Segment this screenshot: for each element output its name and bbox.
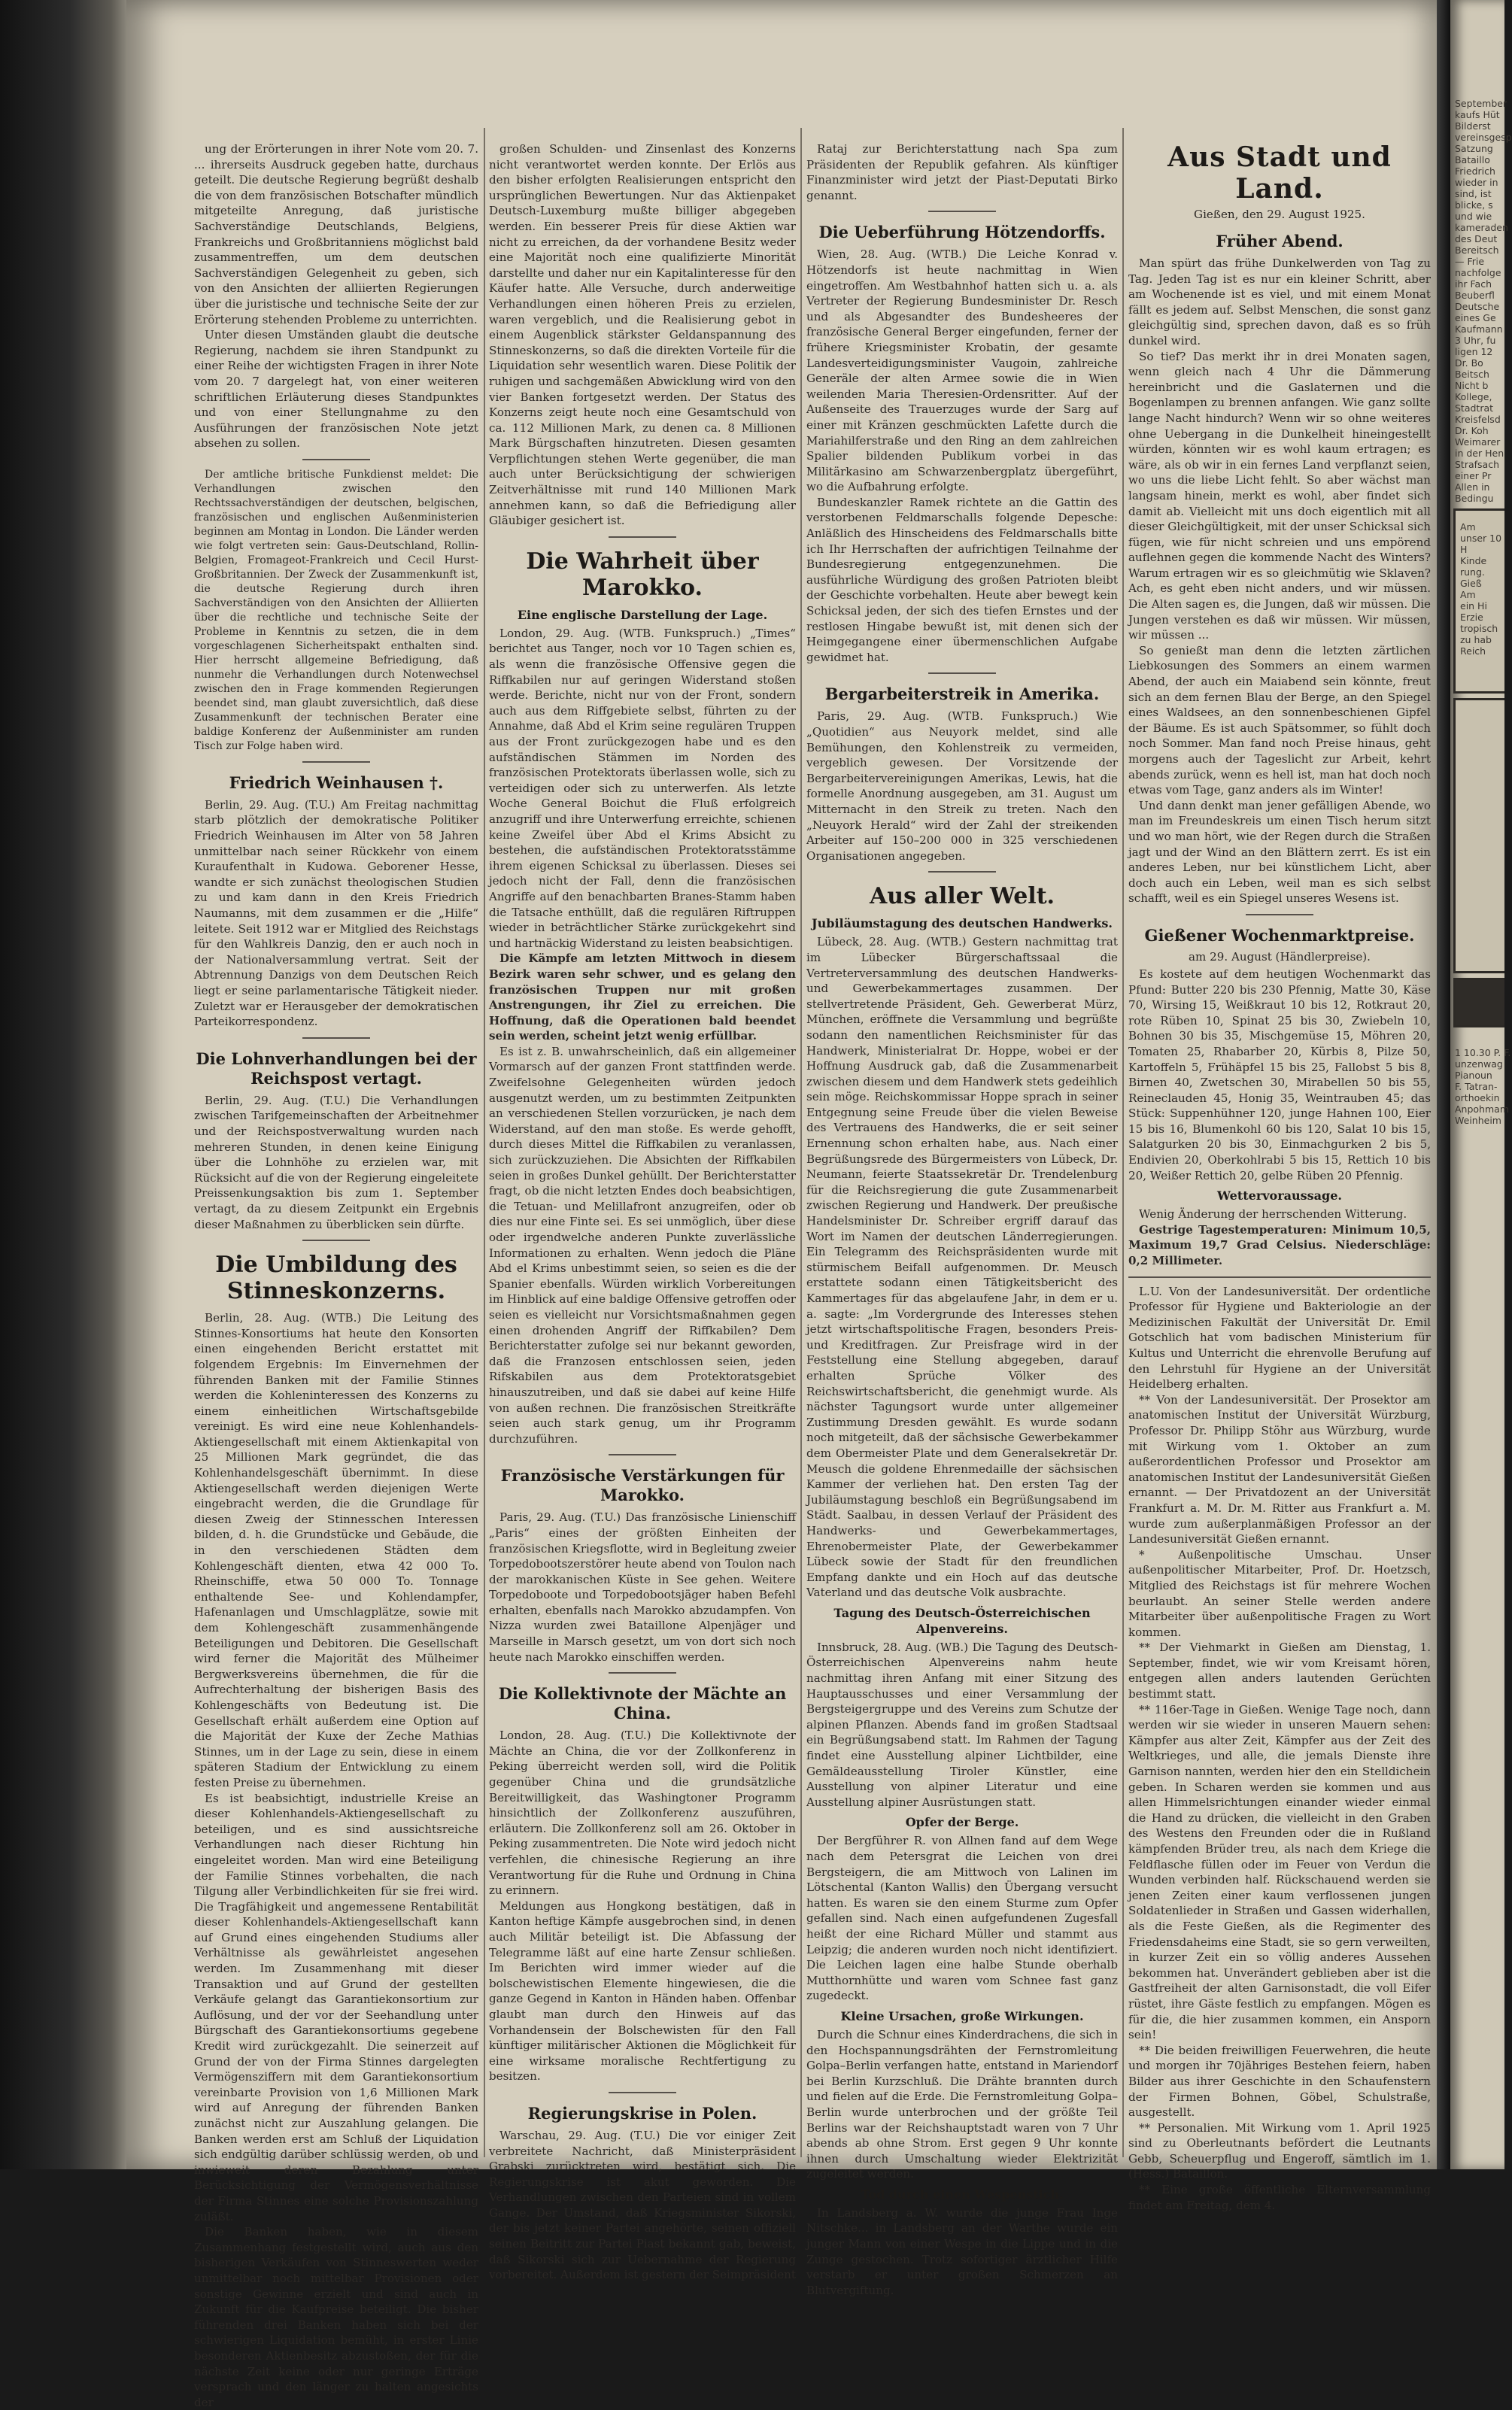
adjacent-page-line: Bataillo [1455,154,1490,165]
column-rule [1122,128,1124,2157]
article-paragraph: London, 29. Aug. (WTB. Funkspruch.) „Times“ berichtet aus Tanger, noch vor 10 Tagen schien es, als wenn die französische Offensive gegen die Riffkabilen nur auf geringen Widerstand stoßen werde. Berichte, nicht nur von der Front, sondern auch aus dem Riffgebiete selbst, führten zu der Annahme, daß Abd el Krim seine regulären Truppen aus der Front zurückgezogen habe und es den aufständischen Stämmen im Norden des französischen Protektorats überlassen wolle, sich zu verteidigen oder sich zu unterwerfen. Als letzte Woche General Boichut die Fluß erfolgreich anzugriff und ihre Unterwerfung erreichte, schienen keine Zweifel über Abd el Krims Absicht zu bestehen, die aufständischen Protektoratsstämme ihrem eigenen Schicksal zu überlassen. Dieses sei jedoch nicht der Fall, denn die französischen Angriffe auf den benachbarten Branes-Stamm haben die Tatsache enthüllt, daß die regulären Riftruppen wieder in beträchtlicher Stärke zurückgekehrt sind und hartnäckig Widerstand zu leisten beabsichtigen. [489,626,796,950]
article-paragraph: ** Von der Landesuniversität. Der Prosektor am anatomischen Institut der Universität Würzburg, Professor Dr. Philipp Stöhr aus Würzburg, wurde mit Wirkung vom 1. Oktober an zum außerordentlichen Professor und Prosektor am anatomischen Institut der Landesuniversität Gießen ernannt. — Der Privatdozent an der Universität Frankfurt a. M. Dr. M. Ritter aus Frankfurt a. M. wurde zum außerplanmäßigen Professor an der Landesuniversität Gießen ernannt. [1128,1392,1431,1546]
adjacent-page-line: Pianoun [1455,1070,1492,1081]
adjacent-page-line: orthoekin [1455,1092,1500,1103]
column-4 [1128,141,1431,2212]
separator [609,1672,676,1674]
article-paragraph: Wenig Änderung der herrschenden Witterung. [1139,1207,1407,1222]
separator [302,761,370,763]
article-paragraph: ** Eine große öffentliche Elternversammlung findet am Freitag, dem 4. [1128,2183,1431,2212]
subheadline-wespenstich: Tod durch einen Wespenstich. [861,2187,1064,2202]
adjacent-page-line: Beitsch [1455,369,1489,380]
separator [302,1240,370,1241]
adjacent-page-edge [1450,0,1512,2169]
article-paragraph: Die Banken haben, wie in diesem Zusammenhang festgestellt wird, auch aus den bisherigen Verkäufen von Stinneswerten weder unmittelbar noch mittelbar Provisionen oder sonstige Gewinne erzielt und sind auch in Zukunft für die Kaufpreise beteiligt. Die bisher führenden drei Banken haben sich bei der schwierigen Liquidation bemüht, in erster Linie besonderen Aktienbesitz abzustoßen, der für die nächste Zeit keine oder nur geringe Erträge versprach und den länger zu halten angesichts der [194,2225,478,2409]
article-paragraph: * Außenpolitische Umschau. Unser außenpolitischer Mitarbeiter, Prof. Dr. Hoetzsch, Mitglied des Reichstags ist für mehrere Wochen beurlaubt. An seiner Stelle werden andere Mitarbeiter über außenpolitische Fragen zu Wort kommen. [1128,1547,1431,1639]
adjacent-page-line: Am [1460,521,1476,533]
adjacent-page-line: ihr Fach [1455,278,1492,290]
adjacent-page-line: 3 Uhr, fu [1455,335,1496,346]
article-paragraph: L.U. Von der Landesuniversität. Der ordentliche Professor für Hygiene und Bakteriologie an der Medizinischen Fakultät der Universität Dr. Emil Gotschlich hat vom badischen Ministerium für Kultus und Unterricht die ehrenvolle Berufung auf den Lehrstuhl für Hygiene an der Universität Heidelberg erhalten. [1128,1284,1431,1392]
article-paragraph: ** Die beiden freiwilligen Feuerwehren, die heute und morgen ihr 70jähriges Bestehen feiern, haben Bilder aus ihrer Geschichte in den Schaufenstern der Firmen Bohnen, Göbel, Schulstraße, ausgestellt. [1128,2043,1431,2120]
adjacent-page-line: sind, ist [1455,188,1492,199]
column-rule [800,128,802,2157]
separator [302,1037,370,1039]
article-paragraph: Durch die Schnur eines Kinderdrachens, die sich in den Hochspannungsdrähten der Fernstromleitung Golpa–Berlin verfangen hatte, entstand in Mariendorf bei Berlin Kurzschluß. Die Drähte brannten durch und fielen auf die Erde. Die Fernstromleitung Golpa–Berlin wurde unterbrochen und der größte Teil Berlins war der Reichshauptstadt waren von 7 Uhr abends ab ohne Strom. Erst gegen 9 Uhr konnte ihnen durch Umschaltung wieder Elektrizität zugeleitet werden. [806,2027,1118,2181]
headline-lohnverhandlungen: Die Lohnverhandlungen bei der Reichspost vertagt. [196,1049,477,1088]
headline-weinhausen: Friedrich Weinhausen †. [229,772,444,792]
article-paragraph: Es ist beabsichtigt, industrielle Kreise an dieser Kohlenhandels-Aktiengesellschaft zu beteiligen, und es sind aussichtsreiche Verhandlungen nach dieser Richtung hin eingeleitet worden. Man wird eine Beteiligung der Familie Stinnes vorbehalten, die nach Tilgung aller Verbindlichkeiten für sie frei wird. Die Tragfähigkeit und angemessene Rentabilität dieser Kohlenhandels-Aktiengesellschaft kann auf Grund eines eingehenden Studiums aller Verhältnisse als gewährleistet angesehen werden. Im Zusammenhang mit dieser Transaktion und auf Grund der gestellten Verkäufe gelangt das Garantiekonsortium zur Auflösung, und der vor der Seehandlung unter Bürgschaft des Garantiekonsortiums gegebene Kredit wird zurückgezahlt. Die seinerzeit auf Grund der von der Firma Stinnes dargelegten Vermögensziffern mit dem Garantiekonsortium vereinbarte Provision von 1,6 Millionen Mark wird auf Anregung der führenden Banken zunächst nicht zur Auszahlung gelangen. Die Banken werden erst am Schluß der Liquidation sich endgültig darüber schlüssig werden, ob und inwieweit deren Bezahlung unter Berücksichtigung der Vermögensverhältnisse der Firma Stinnes eine solche Provisionszahlung zuläßt. [194,1791,478,2223]
adjacent-page-line: September [1455,98,1507,109]
adjacent-page-line: in der Hen [1455,448,1504,459]
headline-wochenmarktpreise: Gießener Wochenmarktpreise. [1144,925,1415,945]
article-paragraph: Es kostete auf dem heutigen Wochenmarkt das Pfund: Butter 220 bis 230 Pfennig, Matte 30, Käse 70, Wirsing 15, Weißkraut 10 bis 12, Rotkraut 20, rote Rüben 10, Spinat 25 bis 30, Zwiebeln 10, Bohnen 30 bis 35, Mischgemüse 15, Möhren 20, Tomaten 25, Rhabarber 20, Kürbis 8, Pilze 50, Kartoffeln 5, Frühäpfel 15 bis 25, Fallobst 5 bis 8, Birnen 40, Zwetschen 30, Mirabellen 50 bis 55, Reineclauden 45, Honig 35, Weintrauben 45; das Stück: Suppenhühner 120, junge Hahnen 100, Eier 15 bis 16, Blumenkohl 60 bis 120, Salat 10 bis 15, Salatgurken 20 bis 30, Einmachgurken 2 bis 5, Endivien 20, Oberkohlrabi 5 bis 15, Rettich 10 bis 20, Weißer Rettich 20, gelbe Rüben 20 Pfennig. [1128,967,1431,1182]
headline-frueher-abend: Früher Abend. [1216,232,1343,250]
adjacent-page-line: und wie [1455,211,1492,222]
adjacent-page-line: kameraden [1455,222,1508,233]
column-1 [194,141,478,2409]
article-paragraph: Warschau, 29. Aug. (T.U.) Die vor einiger Zeit verbreitete Nachricht, daß Ministerpräsident Grabski zurücktreten wird, bestätigt sich. Die Regierungskrise ist akut geworden. Die Verhandlungen zwischen den Parteien sind in vollem Gange. Der Umstand, daß Kriegsminister Sikorski, der bis jetzt keiner Partei angehörte, seinen offiziell seinen Beitritt zur Partei Piast bekannt gab, beweist, daß Sikorski sich zur Uebernahme der Regierung vorbereitet. Außerdem ist gestern der Seimpräsident [489,2128,796,2282]
adjacent-page-line: wieder in [1455,177,1498,188]
article-paragraph: Paris, 29. Aug. (T.U.) Das französische Linienschiff „Paris“ eines der größten Einheiten der französischen Kriegsflotte, wird in Begleitung zweier Torpedobootszerstörer heute abend von Toulon nach der marokkanischen Küste in See gehen. Weitere Torpedoboote und Torpedobootsjäger haben Befehl erhalten, ebenfalls nach Marokko abzudampfen. Von Nizza wurden zwei Bataillone Alpenjäger und Marseille in Marsch gesetzt, um von dort sich noch heute nach Marokko einschiffen werden. [489,1510,796,1664]
adjacent-page-line: des Deut [1455,233,1498,244]
subheadline-opfer-der-berge: Opfer der Berge. [905,1815,1019,1830]
page-gutter [1437,0,1450,2169]
adjacent-page-advertisement [1453,508,1504,694]
adjacent-page-line: Kinde [1460,555,1487,566]
headline-wettervoraussage: Wettervoraussage. [1217,1188,1342,1203]
adjacent-page-line: Bedingu [1455,493,1494,504]
headline-kollektivnote: Die Kollektivnote der Mächte an China. [498,1684,787,1723]
adjacent-page-line: Erzie [1460,612,1483,623]
article-paragraph: Paris, 29. Aug. (WTB. Funkspruch.) Wie „Quotidien“ aus Neuyork meldet, sind alle Bemühungen, den Kohlenstreik zu vermeiden, vergeblich gewesen. Der Vorsitzende der Bergarbeitervereinigungen Amerikas, Lewis, hat die formelle Anordnung ausgegeben, am 31. August um Mitternacht in den Streik zu treten. Nach den „Neuyork Herald“ wird der Zahl der streikenden Arbeiter auf 150–200 000 in 325 verschiedenen Organisationen angegeben. [806,709,1118,863]
subheadline-alpenverein: Tagung des Deutsch-Österreichischen Alpenvereins. [833,1605,1091,1636]
adjacent-page-line: unser 10 [1460,533,1502,544]
separator [928,211,996,212]
article-paragraph: Gestrige Tagestemperaturen: Minimum 10,5, Maximum 19,7 Grad Celsius. Niederschläge: 0,2 Millimeter. [1128,1222,1431,1268]
headline-stinneskonzern: Die Umbildung des Stinneskonzerns. [215,1252,457,1305]
article-paragraph: Meldungen aus Hongkong bestätigen, daß in Kanton heftige Kämpfe ausgebrochen sind, in denen auch Militär beteiligt ist. Die Abfassung der Telegramme läßt auf eine harte Zensur schließen. Im Berichten wird immer wieder auf die bolschewistischen Elemente hingewiesen, die die ganze Gegend in Kanton in Händen haben. Offenbar glaubt man durch den Hinweis auf das Vorhandensein der Bolschewisten für den Fall künftiger militärischer Aktionen die Möglichkeit für eine wirksame moralische Rechtfertigung zu besitzen. [489,1899,796,2084]
adjacent-page-line: Gieß [1460,578,1482,589]
headline-verstaerkungen: Französische Verstärkungen für Marokko. [500,1466,785,1505]
adjacent-page-line: Anpohmam [1455,1103,1509,1115]
adjacent-page-line: kaufs Hüt [1455,109,1500,120]
separator [1128,1276,1431,1278]
article-paragraph: ** Der Viehmarkt in Gießen am Dienstag, 1. September, findet, wie wir vom Kreisamt hören, entgegen allen anders lautenden Gerüchten bestimmt statt. [1128,1641,1431,1701]
adjacent-page-line: ein Hi [1460,600,1487,612]
subheadline-handwerk: Jubiläumstagung des deutschen Handwerks. [812,916,1113,931]
adjacent-page-text [1450,0,1512,504]
headline-aus-aller-welt: Aus aller Welt. [869,883,1055,910]
dateline: Gießen, den 29. August 1925. [1194,208,1365,221]
adjacent-page-line: eines Ge [1455,312,1496,323]
adjacent-page-line: Weinheim [1455,1115,1501,1126]
adjacent-page-line: Satzung [1455,143,1493,154]
adjacent-page-advertisement [1453,978,1504,1027]
article-paragraph: Man spürt das frühe Dunkelwerden von Tag zu Tag. Jeden Tag ist es nur ein kleiner Schritt, aber am Wochenende ist es viel, und mit einem Monat fällt es jedem auf. Selbst Menschen, die sonst ganz gleichgültig sind, sprechen davon, daß es so früh dunkel wird. [1128,256,1431,348]
adjacent-page-line: Strafsach [1455,459,1500,470]
adjacent-page-text [1450,1032,1511,1126]
article-paragraph: In Landsberg a. W. wurde die junge Frau Inge Nitschke... in Landsberg an der Warthe wurde ein junger Mann von einer Wespe in die Lippe und in die Zunge gestochen. Trotz sofortiger ärztlicher Hilfe verstarb er unter großen Schmerzen an Blutvergiftung. [806,2205,1118,2297]
adjacent-page-line: einer Pr [1455,470,1492,481]
adjacent-page-line: F. Tatran- [1455,1081,1498,1092]
separator [609,2092,676,2093]
adjacent-page-line: tropisch [1460,623,1498,634]
adjacent-page-line: Allen in [1455,481,1490,493]
headline-bergarbeiterstreik: Bergarbeiterstreik in Amerika. [824,684,1100,704]
column-3 [806,141,1118,2297]
article-paragraph: Der amtliche britische Funkdienst meldet: Die Verhandlungen zwischen den Rechtssachverständigen der deutschen, belgischen, französischen und englischen Außenministerien beginnen am Montag in London. Die Länder werden wie folgt vertreten sein: Gaus-Deutschland, Rollin-Belgien, Fromageot-Frankreich und Cecil Hurst-Großbritannien. Der Zweck der Zusammenkunft ist, die deutsche Regierung durch ihren Sachverständigen von den Ansichten der Alliierten über die rechtliche und technische Seite der Probleme in Kenntnis zu setzen, die in dem vorgeschlagenen Sicherheitspakt enthalten sind. Hier herrscht allgemeine Befriedigung, daß nunmehr die Verhandlungen durch Notenwechsel zwischen den in Frage kommenden Regierungen beendet sind, man glaubt zuversichtlich, daß diese Zusammenkunft der technischen Berater eine baldige Konferenz der Außenminister am runden Tisch zur Folge haben wird. [194,468,478,752]
article-paragraph: Rataj zur Berichterstattung nach Spa zum Präsidenten der Republik gefahren. Als künftiger Finanzminister wird jetzt der Piast-Deputati Birko genannt. [806,142,1118,202]
adjacent-page-line: unzenwag [1455,1058,1503,1070]
column-rule [484,128,485,2157]
adjacent-page-line: Kreisfelsd [1455,414,1501,425]
adjacent-page-line: 1 10.30 P. F. [1455,1047,1511,1058]
article-paragraph: Innsbruck, 28. Aug. (WB.) Die Tagung des Deutsch-Österreichischen Alpenvereins nahm heute nachmittag ihren Anfang mit einer Sitzung des Hauptausschusses und einer Versammlung der Bergsteigergruppe und des Vereins zum Schutze der alpinen Pflanzen. Abends fand im großen Stadtsaal ein Begrüßungsabend statt. Im Rahmen der Tagung findet eine Ausstellung alpiner Lichtbilder, eine Gemäldeausstellung Tiroler Künstler, eine Ausstellung von alpiner Literatur und eine Ausstellung alpiner Ausrüstungen statt. [806,1640,1118,1809]
headline-hoetzendorff: Die Ueberführung Hötzendorffs. [818,223,1106,242]
adjacent-page-line: ligen 12 [1455,346,1493,357]
adjacent-page-line: Bereitsch [1455,244,1499,256]
article-paragraph: ung der Erörterungen in ihrer Note vom 20. 7. ... ihrerseits Ausdruck gegeben hatte, durchaus geteilt. Die deutsche Regierung begrüßt deshalb die von dem französischen Botschafter mündlich mitgeteilte Anregung, daß juristische Sachverständige Deutschlands, Belgiens, Frankreichs und Großbritanniens möglichst bald zusammentreffen, um dem deutschen Sachverständigen Gelegenheit zu geben, sich von den Ansichten der alliierten Regierungen über die juristische und technische Seite der zur Erörterung stehenden Probleme zu unterrichten. [194,142,478,326]
book-binding [0,0,126,2169]
adjacent-page-line: Friedrich [1455,165,1495,177]
adjacent-page-line: Kollege, [1455,391,1492,402]
article-paragraph: Berlin, 29. Aug. (T.U.) Die Verhandlungen zwischen Tarifgemeinschaften der Arbeitnehmer und der Reichspostverwaltung wurden nach mehreren Stunden, in denen keine Einigung über die Lohnhöhe zu erzielen war, mit Rücksicht auf die von der Regierung eingeleitete Preissenkungsaktion bis zum 1. September vertagt, da zu diesem Zeitpunkt ein Ergebnis dieser Maßnahmen zu überblicken sein dürfte. [194,1093,478,1231]
article-paragraph: London, 28. Aug. (T.U.) Die Kollektivnote der Mächte an China, die vor der Zollkonferenz in Peking überreicht werden soll, wird die Politik gegenüber China und die grundsätzliche Bereitwilligkeit, das Washingtoner Programm hinsichtlich der Zollkonferenz auszuführen, erläutern. Die Zollkonferenz soll am 26. Oktober in Peking zusammentreten. Die Note wird jedoch nicht verfehlen, die chinesische Regierung an ihre Verantwortung für die Ruhe und Ordnung in China zu erinnern. [489,1729,796,1898]
subheadline-kleine-ursachen: Kleine Ursachen, große Wirkungen. [840,2008,1084,2023]
article-paragraph: ** 116er-Tage in Gießen. Wenige Tage noch, dann werden wir sie wieder in unseren Mauern sehen: Kämpfer aus alter Zeit, Kämpfer aus der Zeit des Weltkrieges, und alle, die jemals Dienste ihre Garnison nannten, werden hier den ein Stelldichein geben. In Scharen werden sie kommen und aus allen Himmelsrichtungen einander wieder einmal die Hand zu drücken, die vielleicht in den Graben des Westens den Freunden oder die in Rußland kämpfenden Brüder treu, als nach dem Kriege die Feldflasche füllen oder im Feuer von Verdun die Wunden verbinden half. Rückschauend werden sie jenen Zeiten einer kaum verflossenen jungen Soldatenlieder in Straßen und Gassen widerhallen, als die Feste Gießen, als die Regimenter des Friedensdaheims eine Stadt, sie so gern verweilten, in kurzer Zeit ein so völlig anderes Aussehen bekommen hat. Unverändert geblieben aber ist die Gastfreiheit der alten Garnisonstadt, die voll Eifer rüstet, ihre Gäste festlich zu empfangen. Mögen es für die, die hier zusammen kommen, ein Ansporn sein! [1128,1702,1431,2042]
headline-marokko: Die Wahrheit über Marokko. [526,548,759,601]
separator [609,536,676,538]
adjacent-page-line: Reich [1460,645,1486,657]
adjacent-page-line: H [1460,544,1468,555]
article-paragraph: Lübeck, 28. Aug. (WTB.) Gestern nachmittag trat im Lübecker Bürgerschaftssaal die Vertreterversammlung des deutschen Handwerks- und Gewerbekammertages zusammen. Der stellvertretende Präsident, Geh. Gewerberat Mürz, München, eröffnete die Versammlung und begrüßte sodann den namentlichen Reichsminister für das Handwerk, Ministerialrat Dr. Hoppe, wobei er der Hoffnung Ausdruck gab, daß die Zusammenarbeit zwischen diesem und dem Handwerk stets gedeihlich sein möge. Reichskommissar Hoppe sprach in seiner Entgegnung seine Freude über die vielen Beweise des Vertrauens des Handwerks, die er seit seiner Ernennung schon erhalten habe, aus. Nach einer Begrüßungsrede des Bürgermeisters von Lübeck, Dr. Neumann, feierte Staatssekretär Dr. Trendelenburg für die Reichsregierung die gute Zusammenarbeit zwischen Regierung und Handwerk. Der preußische Handelsminister Dr. Schreiber ergriff darauf das Wort im Namen der deutschen Länderregierungen. Ein Telegramm des Reichspräsidenten wurde mit stürmischem Beifall aufgenommen. Dr. Meusch erstattete sodann einen Tätigkeitsbericht des Kammertages für das abgelaufene Jahr, in dem er u. a. sagte: „Im Vordergrunde des Interesses stehen jetzt wirtschaftspolitische Fragen, besonders Preis- und Kreditfragen. Zur Preisfrage wird in der Feststellung eine Stellung abgegeben, darauf erhalten Sprüche Völker des Reichswirtschaftsbericht, die genehmigt wurde. Als nächster Tagungsort wurde unter allgemeiner Zustimmung Dresden gewählt. Es wurde sodann noch mitgeteilt, daß der sächsische Gewerbekammer dem Obermeister Plate und dem Generalsekretär Dr. Meusch die goldene Ehrenmedaille der sächsischen Kammer der verliehen hat. Den ersten Tag der Jubiläumstagung beschloß ein Begrüßungsabend im Städt. Saalbau, in dessen Verlauf der Präsident des Handwerks- und Gewerbekammertages, Ehrenobermeister Plate, der Gewerbekammer Lübeck sowie der Stadt für den freundlichen Empfang dankte und ein Hoch auf das deutsche Vaterland und das deutsche Volk ausbrachte. [806,935,1118,1600]
article-paragraph: Der Bergführer R. von Allnen fand auf dem Wege nach dem Petersgrat die Leichen von drei Bergsteigern, die am Mittwoch von Lalinen im Lötschental (Kanton Wallis) den Übergang versucht hatten. Es waren sie den einem Sturme zum Opfer gefallen sind. Nach einen aufgefundenen Zugesfall heißt der eine Richard Müller und stammt aus Leipzig; die anderen wurden noch nicht identifiziert. Die Leichen lagen eine halbe Stunde oberhalb Mutthornhütte und waren vom Schnee fast ganz zugedeckt. [806,1834,1118,2003]
adjacent-page-line: Am [1460,589,1476,600]
article-paragraph: Und dann denkt man jener gefälligen Abende, wo man im Freundeskreis um einen Tisch herum sitzt und wo man hört, wie der Regen durch die Straßen jagt und der Wind an den Blättern zerrt. Es ist ein anderes Leben, nur bei künstlichem Licht, aber doch auch ein Leben, weil man es sich selbst schafft, weil es ein Spiegel unseres Wesens ist. [1128,798,1431,906]
column-2 [489,141,796,2282]
headline-polen: Regierungskrise in Polen. [527,2103,758,2123]
adjacent-page-advertisement [1453,698,1504,973]
article-paragraph: Unter diesen Umständen glaubt die deutsche Regierung, nachdem sie ihren Standpunkt zu einer Reihe der wichtigsten Fragen in ihrer Note vom 20. 7 dargelegt hat, von einer weiteren schriftlichen Erläuterung dieses Standpunktes und von einer Stellungnahme zu den Ausführungen der französischen Note jetzt absehen zu sollen. [194,328,478,451]
adjacent-page-line: nachfolge [1455,267,1501,278]
article-paragraph: So genießt man denn die letzten zärtlichen Liebkosungen des Sommers an einem warmen Abend, der auch ein Maiabend sein könnte, freut sich an dem fernen Blau der Berge, an den Spiegel eines Waldsees, an den sonnenbeschienen Gipfel der Bäume. Es ist auch Spätsommer, so fühlt doch noch Sommer. Man fand noch Preise hinaus, geht morgens auch der Tageslicht zur Arbeit, kehrt abends zurück, wenn es hell ist, man hat doch noch etwas vom Tage, ganz anders als im Winter! [1128,643,1431,797]
adjacent-page-line: Nicht b [1455,380,1489,391]
adjacent-page-line: zu hab [1460,634,1492,645]
adjacent-page-line: — Frie [1455,256,1485,267]
subheadline-marokko: Eine englische Darstellung der Lage. [517,607,768,622]
article-paragraph: So tief? Das merkt ihr in drei Monaten sagen, wenn gleich nach 4 Uhr die Dämmerung hereinbricht und die Gaslaternen und die Bogenlampen zu brennen anfangen. Wie ganz sollte lange Nacht hindurch? Wenn wir so ohne weiteres ohne Uebergang in die Dunkelheit hineingestellt würden, könnten wir es wohl kaum ertragen; es wäre, als ob wir in ein fernes Land verpflanzt seien, wo uns die liebe Licht fehlt. So aber wächst man langsam hinein, merkt es wohl, aber findet sich damit ab. Vielleicht mit uns doch eigentlich mit all dieser Gleichgültigkeit, mit der unser Schicksal sich fügen, wie für nicht schreien und uns empörend auflehnen gegen die kommende Nacht des Winters? Warum ertragen wir es so gleichmütig wie Sklaven? Ach, es geht eben nicht anders, und wir müssen. Die Alten sagen es, die Jungen, daß wir müssen. Die Jungen verstehen es daß wir müssen. Wir müssen, wir müssen ... [1128,349,1431,642]
separator [928,871,996,873]
article-paragraph: Berlin, 28. Aug. (WTB.) Die Leitung des Stinnes-Konsortiums hat heute den Konsorten einen eingehenden Bericht erstattet mit folgendem Ergebnis: Im Einvernehmen der führenden Banken mit der Familie Stinnes werden die Kohleninteressen des Konzerns zu einem einheitlichen Wirtschaftsgebilde vereinigt. Es wird eine neue Kohlenhandels-Aktiengesellschaft mit einem Aktienkapital von 25 Millionen Mark gegründet, die das Kohlenhandelsgeschäft übernimmt. In diese Aktiengesellschaft werden diejenigen Werte eingebracht werden, die die Grundlage für diesen Zweig der Stinnesschen Interessen bilden, d. h. die Grundstücke und Gebäude, die in den verschiedenen Städten dem Kohlengeschäft dienten, etwa 42 000 To. Rheinschiffe, etwa 50 000 To. Tonnage enthaltende See- und Kohlendampfer, Hafenanlagen und Umschlagplätze, sowie mit dem Kohlengeschäft zusammenhängende Beteiligungen und Debitoren. Die Gesellschaft wird ferner die Majorität des Mülheimer Bergwerksvereins übernehmen, die für die Aufrechterhaltung der bisherigen Basis des Kohlengeschäfts von Bedeutung ist. Die Gesellschaft erhält außerdem eine Option auf die Majorität der Kuxe der Zeche Mathias Stinnes, um in der Lage zu sein, diese in einem späteren Stadium der Entwicklung zu einem festen Preise zu übernehmen. [194,1311,478,1789]
adjacent-page-line: Dr. Bo [1455,357,1483,369]
separator [302,459,370,460]
adjacent-page-line: Dr. Koh [1455,425,1489,436]
separator [609,1454,676,1455]
adjacent-page-line: Stadtrat [1455,402,1494,414]
dateline: am 29. August (Händlerpreise). [1189,949,1371,964]
adjacent-page-line: Weimarer [1455,436,1501,448]
adjacent-page-line: blicke, s [1455,199,1493,211]
adjacent-page-line: vereinsgesp [1455,132,1512,143]
separator [1246,914,1313,915]
article-paragraph: Es ist z. B. unwahrscheinlich, daß ein allgemeiner Vormarsch auf der ganzen Front stattfinden werde. Zweifelsohne Gelegenheiten würden jedoch ausgenutzt werden, um zu bestimmten Zeitpunkten an verschiedenen Stellen vorzurücken, je nach dem Widerstand, auf den man stoße. Es werde gehofft, durch dieses Mittel die Riffkabilen zu veranlassen, sich zurückzuziehen. Die Absichten der Riffkabilen seien in großes Dunkel gehüllt. Der Berichterstatter fragt, ob die nicht letzten Endes doch beabsichtigen, die Tetuan- und Melillafront anzugreifen, oder ob dies nur eine Finte sei. Es sei unmöglich, über diese oder irgendwelche anderen Punkte zuverlässliche Informationen zu erhalten. Wenn jedoch die Pläne Abd el Krims unbestimmt seien, so seien es die der Spanier ebenfalls. Würden wirklich Vorbereitungen im Hinblick auf eine baldige Offensive getroffen oder seien es vielleicht nur Vorsichtsmaßnahmen gegen einen drohenden Angriff der Riffkabilen? Dem Berichterstatter zufolge sei nur bekannt geworden, daß die Franzosen entschlossen seien, jeden Rifskabilen aus dem Protektoratsgebiet hinauszutreiben, und daß sie dabei auf keine Hilfe von außen rechnen. Die französischen Streitkräfte seien auch stark genug, um ihr Programm durchzuführen. [489,1044,796,1446]
article-paragraph: Berlin, 29. Aug. (T.U.) Am Freitag nachmittag starb plötzlich der demokratische Politiker Friedrich Weinhausen im Alter von 58 Jahren unmittelbar nach seiner Rückkehr von einem Kuraufenthalt in Kudowa. Geborener Hesse, wandte er sich zunächst theologischen Studien zu und kam dann in den Kreis Friedrich Naumanns, mit dem zusammen er die „Hilfe“ leitete. Seit 1912 war er Mitglied des Reichstags für den Wahlkreis Danzig, den er auch noch in der Nationalversammlung vertrat. Seit der Abtrennung Danzigs von dem Deutschen Reich liegt er seine parlamentarische Tätigkeit nieder. Zuletzt war er Herausgeber der demokratischen Parteikorrespondenz. [194,797,478,1029]
adjacent-page-line: Beuberfl [1455,290,1495,301]
separator [928,672,996,674]
article-paragraph: Bundeskanzler Ramek richtete an die Gattin des verstorbenen Feldmarschalls folgende Depesche: Anläßlich des Hinscheidens des Feldmarschalls bitte ich Ihr Herrschaften der aufrichtigen Teilnahme der Bundesregierung entgegenzunehmen. Die ausführliche Würdigung des großen Patrioten bleibt der Geschichte vorbehalten. Heute aber bewegt kein Schicksal jeden, der sich des tiefen Ernstes und der restlosen Hingabe bewußt ist, mit denen sich der Heimgegangene einer übermenschlichen Aufgabe gewidmet hat. [806,495,1118,664]
article-paragraph: ** Personalien. Mit Wirkung vom 1. April 1925 sind zu Oberleutnants befördert die Leutnants Gebb, Scheuerpflug und Engeroff, sämtlich im 1. (Hess.) Bataillon. [1128,2120,1431,2181]
article-paragraph: Wien, 28. Aug. (WTB.) Die Leiche Konrad v. Hötzendorfs ist heute nachmittag in Wien eingetroffen. Am Westbahnhof hatten sich u. a. als Vertreter der Regierung Bundesminister Dr. Resch und als Abgesandter des Bundesheeres der französische General Berger eingefunden, ferner der frühere Kriegsminister Krobatin, der gesamte Landesverteidigungsminister Vaugoin, zahlreiche Generäle der alten Armee sowie die in Wien weilenden Maria Theresien-Ordensritter. Auf der Außenseite des Trauerzuges wurde der Sarg auf einer mit Kränzen geschmückten Lafette durch die Mariahilferstraße und den Ring an dem zahlreichen Spalier bildenden Publikum vorbei in das Militärkasino am Schwarzenbergplatz übergeführt, wo die Aufbahrung erfolgte. [806,247,1118,494]
adjacent-page-line: Bilderst [1455,120,1491,132]
adjacent-page-line: Deutsche [1455,301,1500,312]
adjacent-page-line: Kaufmann [1455,323,1503,335]
section-header-stadt-und-land: Aus Stadt und Land. [1167,141,1392,205]
article-paragraph: großen Schulden- und Zinsenlast des Konzerns nicht verantwortet werden konnte. Der Erlös aus den bisher erfolgten Realisierungen entspricht den ursprünglichen Bewertungen. Nur das Aktienpaket Deutsch-Luxemburg mußte billiger abgegeben werden. Ein besserer Preis für diese Aktien war nicht zu erreichen, da der vorhandene Besitz weder eine Majorität noch eine qualifizierte Minorität darstellte und daher nur ein Kapitalinteresse für den Käufer hatte. Alle Versuche, durch anderweitige Verhandlungen einen höheren Preis zu erzielen, waren vergeblich, und die Realisierung gebot in einem Augenblick stärkster Geldanspannung des Stinneskonzerns, so daß die direkten Vorteile für die Liquidation sehr wesentlich waren. Diese Politik der ruhigen und sachgemäßen Abwicklung wird von den vier Banken fortgesetzt werden. Der Status des Konzerns zeigt heute noch eine Gesamtschuld von ca. 112 Millionen Mark, zu denen ca. 8 Millionen Mark Bürgschaften hinzutreten. Diesen gesamten Verpflichtungen stehen Werte gegenüber, die man auch unter Berücksichtigung der schwierigen Zeitverhältnisse mit rund 140 Millionen Mark annehmen kann, so daß die Befriedigung aller Gläubiger gesichert ist. [489,142,796,528]
adjacent-page-line: rung. [1460,566,1485,578]
article-paragraph-bold: Die Kämpfe am letzten Mittwoch in diesem Bezirk waren sehr schwer, und es gelang den französischen Truppen nur mit großen Anstrengungen, ihr Ziel zu erreichen. Die Hoffnung, daß die Operationen bald beendet sein werden, scheint jetzt wenig erfüllbar. [489,952,796,1043]
adjacent-page-ad-text [1456,511,1504,657]
